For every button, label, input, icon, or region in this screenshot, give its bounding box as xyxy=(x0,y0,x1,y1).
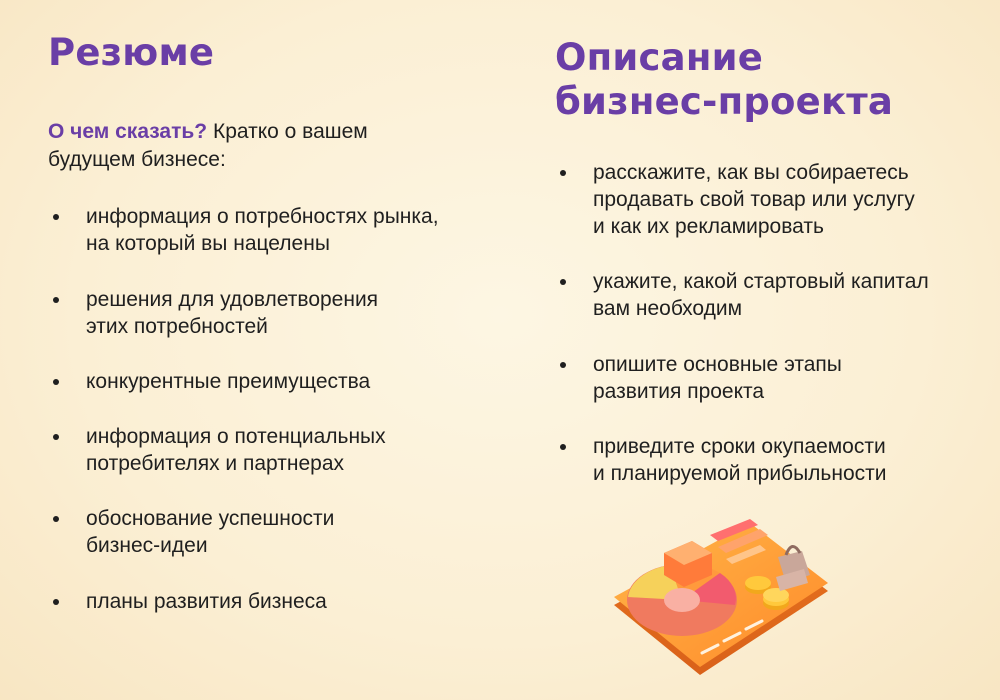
list-item: планы развития бизнеса xyxy=(48,588,506,615)
list-item: обоснование успешности бизнес-идеи xyxy=(48,505,506,559)
list-item: приведите сроки окупаемости и планируемой прибыльности xyxy=(555,433,1000,487)
bullet-icon xyxy=(560,362,566,368)
intro-question: О чем сказать? xyxy=(48,120,208,143)
list-item: расскажите, как вы собираетесь продавать свой товар или услугу и как их рекламировать xyxy=(555,159,1000,240)
list-item: решения для удовлетворения этих потребностей xyxy=(48,286,506,340)
business-chart-card-icon xyxy=(600,505,840,680)
bullet-icon xyxy=(560,279,566,285)
bullet-icon xyxy=(53,379,59,385)
list-item: информация о потребностях рынка, на который вы нацелены xyxy=(48,203,506,257)
bullet-icon xyxy=(53,214,59,220)
resume-intro xyxy=(48,118,448,174)
list-item: информация о потенциальных потребителях и партнерах xyxy=(48,423,506,477)
list-item: укажите, какой стартовый капитал вам необходим xyxy=(555,268,1000,322)
bullet-icon xyxy=(560,170,566,176)
list-item: опишите основные этапы развития проекта xyxy=(555,351,1000,405)
bullet-icon xyxy=(53,516,59,522)
resume-title: Резюме xyxy=(48,31,215,74)
bullet-icon xyxy=(560,444,566,450)
intro-text: Кратко о вашем будущем бизнесе: xyxy=(48,120,368,171)
list-item: конкурентные преимущества xyxy=(48,368,506,395)
business-project-title: Описание бизнес-проекта xyxy=(555,36,894,123)
bullet-icon xyxy=(53,599,59,605)
bullet-icon xyxy=(53,297,59,303)
bullet-icon xyxy=(53,434,59,440)
